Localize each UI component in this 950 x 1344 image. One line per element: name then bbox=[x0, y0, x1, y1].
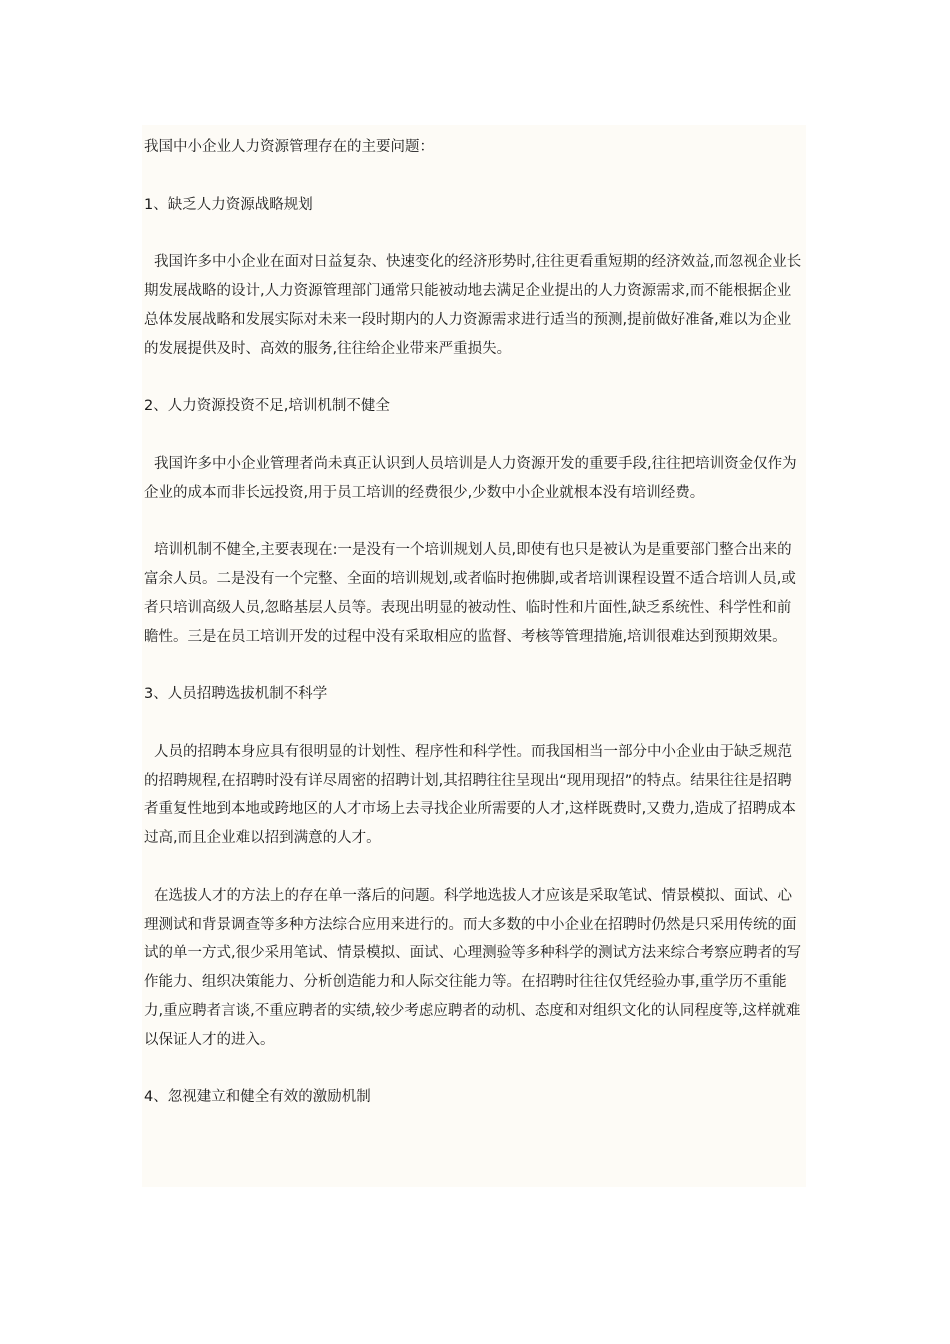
spacer bbox=[144, 507, 804, 536]
section-3-paragraph-1: 人员的招聘本身应具有很明显的计划性、程序性和科学性。而我国相当一部分中小企业由于缺乏规范的招聘规程,在招聘时没有详尽周密的招聘计划,其招聘往往呈现出“现用现招”的特点。结果往往是招聘者重复性地到本地或跨地区的人才市场上去寻找企业所需要的人才,这样既费时,又费力,造成了招聘成本过高,而且企业难以招到满意的人才。 bbox=[144, 743, 796, 847]
spacer bbox=[144, 421, 804, 450]
section-2-paragraph-2: 培训机制不健全,主要表现在:一是没有一个培训规划人员,即使有也只是被认为是重要部门整合出来的富余人员。二是没有一个完整、全面的培训规划,或者临时抱佛脚,或者培训课程设置不适合培训人员,或者只培训高级人员,忽略基层人员等。表现出明显的被动性、临时性和片面性,缺乏系统性、科学性和前瞻性。三是在员工培训开发的过程中没有采取相应的监督、考核等管理措施,培训很难达到预期效果。 bbox=[144, 542, 796, 645]
spacer bbox=[144, 651, 804, 680]
document-title: 我国中小企业人力资源管理存在的主要问题： bbox=[144, 139, 434, 155]
section-1-paragraph-1: 我国许多中小企业在面对日益复杂、快速变化的经济形势时,往往更看重短期的经济效益,而忽视企业长期发展战略的设计,人力资源管理部门通常只能被动地去满足企业提出的人力资源需求,而不能根据企业总体发展战略和发展实际对未来一段时期内的人力资源需求进行适当的预测,提前做好准备,难以为企业的发展提供及时、高效的服务,往往给企业带来严重损失。 bbox=[144, 254, 802, 357]
spacer bbox=[144, 363, 804, 392]
section-heading-3: 3、人员招聘选拔机制不科学 bbox=[144, 686, 328, 703]
spacer bbox=[144, 162, 804, 191]
section-3-paragraph-2: 在选拔人才的方法上的存在单一落后的问题。科学地选拔人才应该是采取笔试、情景模拟、面试、心理测试和背景调查等多种方法综合应用来进行的。而大多数的中小企业在招聘时仍然是只采用传统的面试的单一方式,很少采用笔试、情景模拟、面试、心理测验等多种科学的测试方法来综合考察应聘者的写作能力、组织决策能力、分析创造能力和人际交往能力等。在招聘时往往仅凭经验办事,重学历不重能力,重应聘者言谈,不重应聘者的实绩,较少考虑应聘者的动机、态度和对组织文化的认同程度等,这样就难以保证人才的进入。 bbox=[144, 887, 802, 1048]
spacer bbox=[144, 1055, 804, 1084]
section-heading-4: 4、忽视建立和健全有效的激励机制 bbox=[144, 1089, 371, 1106]
spacer bbox=[144, 709, 804, 738]
document-body bbox=[142, 125, 806, 1187]
section-heading-2: 2、人力资源投资不足,培训机制不健全 bbox=[144, 398, 390, 415]
spacer bbox=[144, 853, 804, 882]
section-heading-1: 1、缺乏人力资源战略规划 bbox=[144, 196, 313, 213]
section-2-paragraph-1: 我国许多中小企业管理者尚未真正认识到人员培训是人力资源开发的重要手段,往往把培训资金仅作为企业的成本而非长远投资,用于员工培训的经费很少,少数中小企业就根本没有培训经费。 bbox=[144, 455, 797, 501]
spacer bbox=[144, 219, 804, 248]
